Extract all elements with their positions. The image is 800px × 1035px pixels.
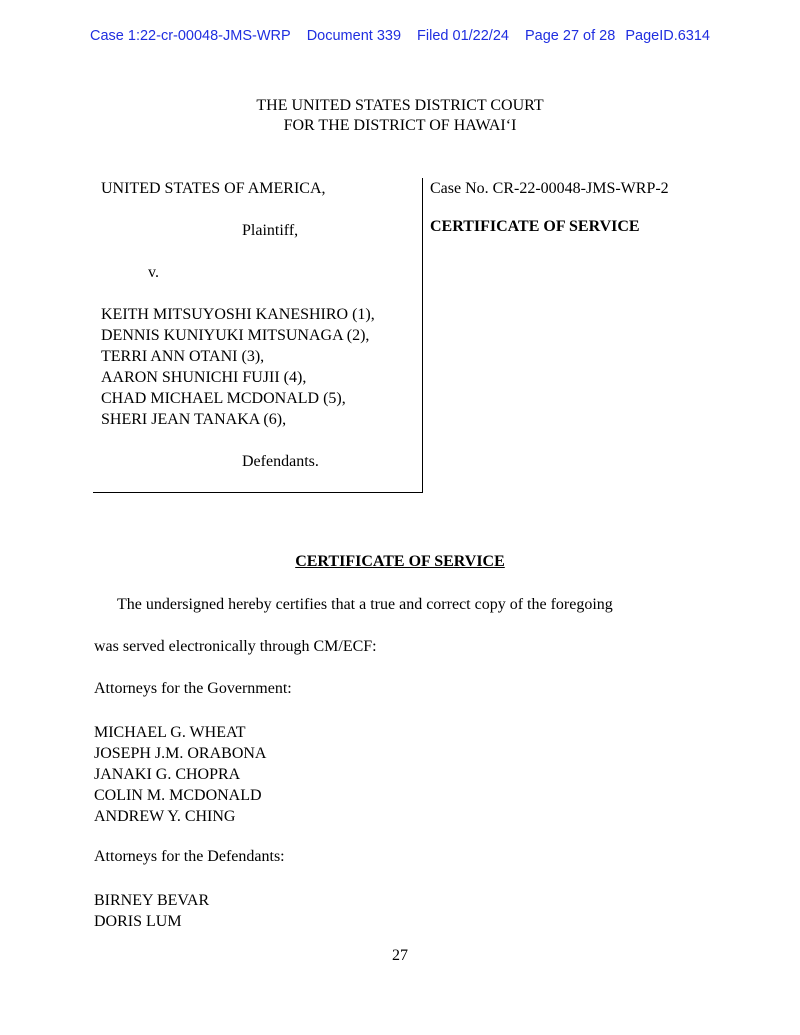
attorney-name: DORIS LUM <box>94 913 182 930</box>
stamp-case-number: Case 1:22-cr-00048-JMS-WRP <box>90 28 291 44</box>
stamp-page-of: Page 27 of 28 <box>524 28 616 44</box>
attorney-name: COLIN M. MCDONALD <box>94 787 262 804</box>
stamp-filed-date: Filed 01/22/24 <box>417 28 509 44</box>
defendant-name: SHERI JEAN TANAKA (6), <box>101 411 287 428</box>
stamp-page-id: PageID.6314 <box>625 28 710 44</box>
attorney-name: ANDREW Y. CHING <box>94 808 236 825</box>
plaintiff-label: Plaintiff, <box>242 222 299 239</box>
defendant-name: DENNIS KUNIYUKI MITSUNAGA (2), <box>101 327 370 344</box>
certificate-text-line-1: The undersigned hereby certifies that a true and correct copy of the foregoing <box>117 596 613 613</box>
government-attorney-list <box>94 722 266 827</box>
attorney-name: JANAKI G. CHOPRA <box>94 766 241 783</box>
case-number: Case No. CR-22-00048-JMS-WRP-2 <box>430 180 669 197</box>
defendant-name: CHAD MICHAEL MCDONALD (5), <box>101 390 346 407</box>
attorney-name: MICHAEL G. WHEAT <box>94 724 246 741</box>
caption-parties-box <box>93 178 423 493</box>
court-heading <box>0 96 800 136</box>
versus-label: v. <box>148 264 159 281</box>
filing-header-stamp <box>0 28 800 44</box>
government-attorneys-label: Attorneys for the Government: <box>94 680 292 697</box>
court-line-2: FOR THE DISTRICT OF HAWAI‘I <box>283 117 517 134</box>
page-number: 27 <box>392 947 408 964</box>
defendant-attorneys-label: Attorneys for the Defendants: <box>94 848 285 865</box>
certificate-text-line-2: was served electronically through CM/ECF: <box>94 638 377 655</box>
attorney-name: BIRNEY BEVAR <box>94 892 210 909</box>
plaintiff-name: UNITED STATES OF AMERICA, <box>101 180 326 197</box>
court-line-1: THE UNITED STATES DISTRICT COURT <box>256 97 544 114</box>
defendant-name: KEITH MITSUYOSHI KANESHIRO (1), <box>101 306 375 323</box>
defendants-label: Defendants. <box>242 453 319 470</box>
stamp-document-number: Document 339 <box>306 28 402 44</box>
document-title: CERTIFICATE OF SERVICE <box>430 218 640 235</box>
defendant-name: AARON SHUNICHI FUJII (4), <box>101 369 307 386</box>
defendant-name: TERRI ANN OTANI (3), <box>101 348 265 365</box>
attorney-name: JOSEPH J.M. ORABONA <box>94 745 267 762</box>
defendant-attorney-list <box>94 890 209 932</box>
certificate-heading: CERTIFICATE OF SERVICE <box>295 553 505 570</box>
